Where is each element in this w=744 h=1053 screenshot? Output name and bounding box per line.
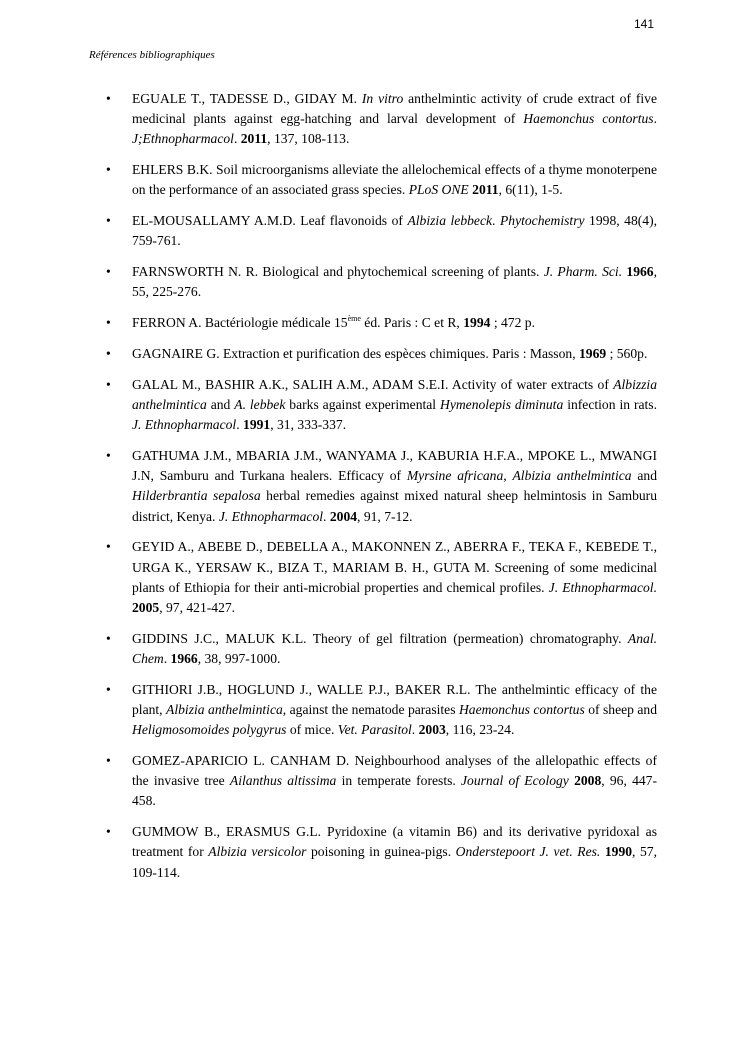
reference-item — [92, 537, 657, 618]
bullet-icon: • — [106, 448, 111, 463]
reference-segment: 1966 — [626, 264, 654, 280]
reference-item — [92, 313, 657, 333]
reference-text — [132, 162, 657, 197]
running-header: Références bibliographiques — [89, 49, 215, 61]
reference-segment: and — [206, 397, 235, 412]
reference-segment: poisoning in guinea-pigs. — [306, 844, 456, 860]
reference-text — [132, 264, 657, 299]
reference-text — [132, 682, 657, 737]
reference-item — [92, 822, 657, 883]
reference-segment: GEYID A., ABEBE D., DEBELLA A., MAKONNEN Z., ABERRA F., TEKA F., KEBEDE T., URGA K., YERSAW K., BIZA T., MARIAM B. H., GUTA M. Screening of some medicinal plants of Ethiopia for their anti-microbial properties and chemical profiles. — [132, 539, 657, 595]
reference-segment: Albizia lebbeck — [407, 213, 493, 229]
reference-segment: EHLERS B.K. Soil microorganisms alleviate the allelochemical effects of a thyme monoterpene on the performance of an associated grass species. — [132, 162, 657, 198]
reference-segment: , 91, 7-12. — [357, 508, 413, 524]
reference-segment: 2004 — [329, 508, 358, 524]
reference-segment: 1991 — [243, 417, 271, 433]
bullet-icon: • — [106, 824, 111, 840]
reference-segment: 2008 — [574, 773, 602, 789]
reference-segment: GUMMOW B., ERASMUS G.L. Pyridoxine (a vitamin B6) and its derivative pyridoxal as treatment for — [132, 824, 657, 860]
reference-text — [132, 346, 647, 361]
bullet-icon: • — [106, 630, 111, 646]
reference-segment: , 97, 421-427. — [159, 600, 236, 616]
reference-segment: Myrsine africana — [406, 468, 504, 484]
reference-item — [92, 446, 657, 527]
reference-text — [132, 448, 657, 524]
reference-segment: PLoS ONE — [408, 182, 469, 198]
reference-item — [92, 89, 657, 150]
reference-segment: of mice. — [286, 722, 338, 738]
reference-segment: , 137, 108-113. — [267, 131, 350, 147]
reference-segment: . — [163, 651, 171, 667]
page-number: 141 — [633, 17, 654, 31]
bullet-icon: • — [106, 213, 111, 229]
reference-segment: . — [492, 213, 500, 229]
reference-segment: Ailanthus altissima — [229, 773, 337, 789]
reference-item — [92, 680, 657, 741]
reference-segment: 2011 — [240, 131, 268, 147]
reference-text — [132, 631, 657, 666]
reference-segment: A. lebbek — [234, 397, 286, 412]
reference-segment: GATHUMA J.M., MBARIA J.M., WANYAMA J., KABURIA H.F.A., MPOKE L., MWANGI J.N, Samburu and Turkana healers. Efficacy of — [132, 448, 657, 484]
bullet-icon: • — [106, 91, 111, 106]
reference-segment: . — [653, 111, 657, 127]
reference-segment: Anal. Chem — [132, 630, 657, 667]
reference-segment: . — [323, 508, 330, 524]
reference-item — [92, 262, 657, 302]
reference-segment: GITHIORI J.B., HOGLUND J., WALLE P.J., BAKER R.L. The anthelmintic efficacy of the plant, — [132, 681, 657, 718]
reference-segment: J;Ethnopharmacol — [132, 131, 234, 147]
reference-segment: Albizia versicolor — [208, 844, 307, 860]
reference-text — [132, 753, 657, 808]
reference-segment: 1969 — [579, 346, 607, 361]
reference-segment: EL-MOUSALLAMY A.M.D. Leaf flavonoids of — [132, 213, 408, 229]
reference-segment: GIDDINS J.C., MALUK K.L. Theory of gel filtration (permeation) chromatography. — [132, 630, 628, 646]
bullet-icon: • — [106, 753, 111, 769]
reference-segment: anthelmintic activity of crude extract of five medicinal plants against egg-hatching and larval development of — [132, 91, 657, 127]
reference-item — [92, 751, 657, 812]
reference-segment: ; 560p. — [606, 346, 648, 361]
reference-segment: , 6(11), 1-5. — [498, 182, 563, 198]
reference-segment: infection in rats. — [563, 397, 657, 412]
reference-segment: EGUALE T., TADESSE D., GIDAY M. — [132, 91, 362, 106]
reference-segment: FARNSWORTH N. R. Biological and phytochemical screening of plants. — [132, 264, 544, 280]
reference-segment: . — [411, 722, 419, 738]
bullet-icon: • — [106, 264, 111, 280]
reference-segment: Hilderbrantia sepalosa — [132, 488, 261, 504]
reference-segment: Journal of Ecology — [461, 773, 569, 789]
reference-segment: Phytochemistry — [499, 213, 585, 229]
reference-segment: of sheep and — [584, 702, 658, 718]
reference-segment: herbal remedies against mixed natural sheep helmintosis in Samburu district, Kenya. — [132, 488, 657, 524]
reference-segment: Haemonchus contortus — [523, 111, 654, 127]
reference-segment: Albizzia anthelmintica — [132, 376, 657, 412]
reference-text — [132, 213, 657, 248]
reference-segment: J. Ethnopharmacol — [132, 417, 237, 433]
reference-segment: 1994 — [463, 315, 491, 331]
reference-segment: GAGNAIRE G. Extraction et purification des espèces chimiques. Paris : Masson, — [132, 346, 579, 361]
reference-segment: , 31, 333-337. — [270, 417, 347, 433]
reference-segment: ; 472 p. — [490, 315, 535, 331]
reference-text — [132, 91, 657, 146]
reference-segment: In vitro — [361, 91, 404, 106]
reference-segment: Vet. Parasitol — [337, 722, 412, 738]
reference-segment: FERRON A. Bactériologie médicale 15 — [132, 315, 348, 331]
reference-text — [132, 824, 657, 879]
bullet-icon: • — [106, 539, 111, 555]
reference-segment: GALAL M., BASHIR A.K., SALIH A.M., ADAM S.E.I. Activity of water extracts of — [132, 376, 614, 392]
bullet-icon: • — [106, 346, 111, 361]
reference-segment: GOMEZ-APARICIO L. CANHAM D. Neighbourhood analyses of the allelopathic effects of the invasive tree — [132, 753, 657, 789]
reference-text — [132, 377, 657, 432]
reference-segment: J. Pharm. Sci. — [543, 264, 623, 280]
reference-segment: Albizia anthelmintica — [512, 468, 632, 484]
reference-segment: J. Ethnopharmacol. — [548, 579, 657, 595]
reference-segment: Albizia anthelmintica — [166, 702, 283, 718]
reference-segment: in temperate forests. — [336, 773, 462, 789]
reference-segment: ème — [347, 314, 361, 324]
reference-segment: barks against experimental — [285, 397, 441, 412]
bullet-icon: • — [106, 681, 111, 697]
reference-segment: , 38, 997-1000. — [197, 651, 281, 667]
reference-segment: 2003 — [418, 722, 446, 738]
reference-item — [92, 629, 657, 669]
reference-item — [92, 211, 657, 251]
reference-segment: . — [236, 417, 244, 433]
reference-segment: , 55, 225-276. — [132, 264, 657, 300]
reference-segment: Heligmosomoides polygyrus — [132, 722, 287, 738]
reference-text — [132, 315, 535, 330]
reference-segment: , 116, 23-24. — [445, 722, 515, 738]
reference-segment: 1998, 48(4), 759-761. — [132, 213, 658, 249]
reference-list — [92, 89, 657, 893]
reference-segment: . — [233, 131, 241, 147]
reference-segment: Hymenolepis diminuta — [440, 397, 564, 412]
reference-segment: and — [631, 468, 657, 484]
reference-segment: 2005 — [132, 600, 160, 616]
reference-segment: éd. Paris : C et R, — [360, 315, 464, 331]
reference-segment: , 96, 447-458. — [132, 773, 657, 809]
reference-segment: Onderstepoort J. vet. Res. — [455, 844, 601, 860]
bullet-icon: • — [106, 376, 111, 392]
reference-segment: 1966 — [170, 651, 198, 667]
reference-item — [92, 344, 657, 364]
reference-segment: 1990 — [604, 844, 633, 860]
reference-segment: J. Ethnopharmacol — [218, 508, 324, 524]
reference-item — [92, 375, 657, 436]
reference-item — [92, 160, 657, 200]
bullet-icon: • — [106, 162, 111, 178]
reference-segment: Haemonchus contortus — [458, 702, 585, 718]
reference-segment: , 57, 109-114. — [132, 844, 657, 880]
bullet-icon: • — [106, 315, 111, 331]
reference-segment: , against the nematode parasites — [282, 702, 459, 718]
reference-segment: 2011 — [472, 182, 499, 198]
reference-segment: , — [503, 468, 513, 484]
reference-text — [132, 539, 657, 615]
